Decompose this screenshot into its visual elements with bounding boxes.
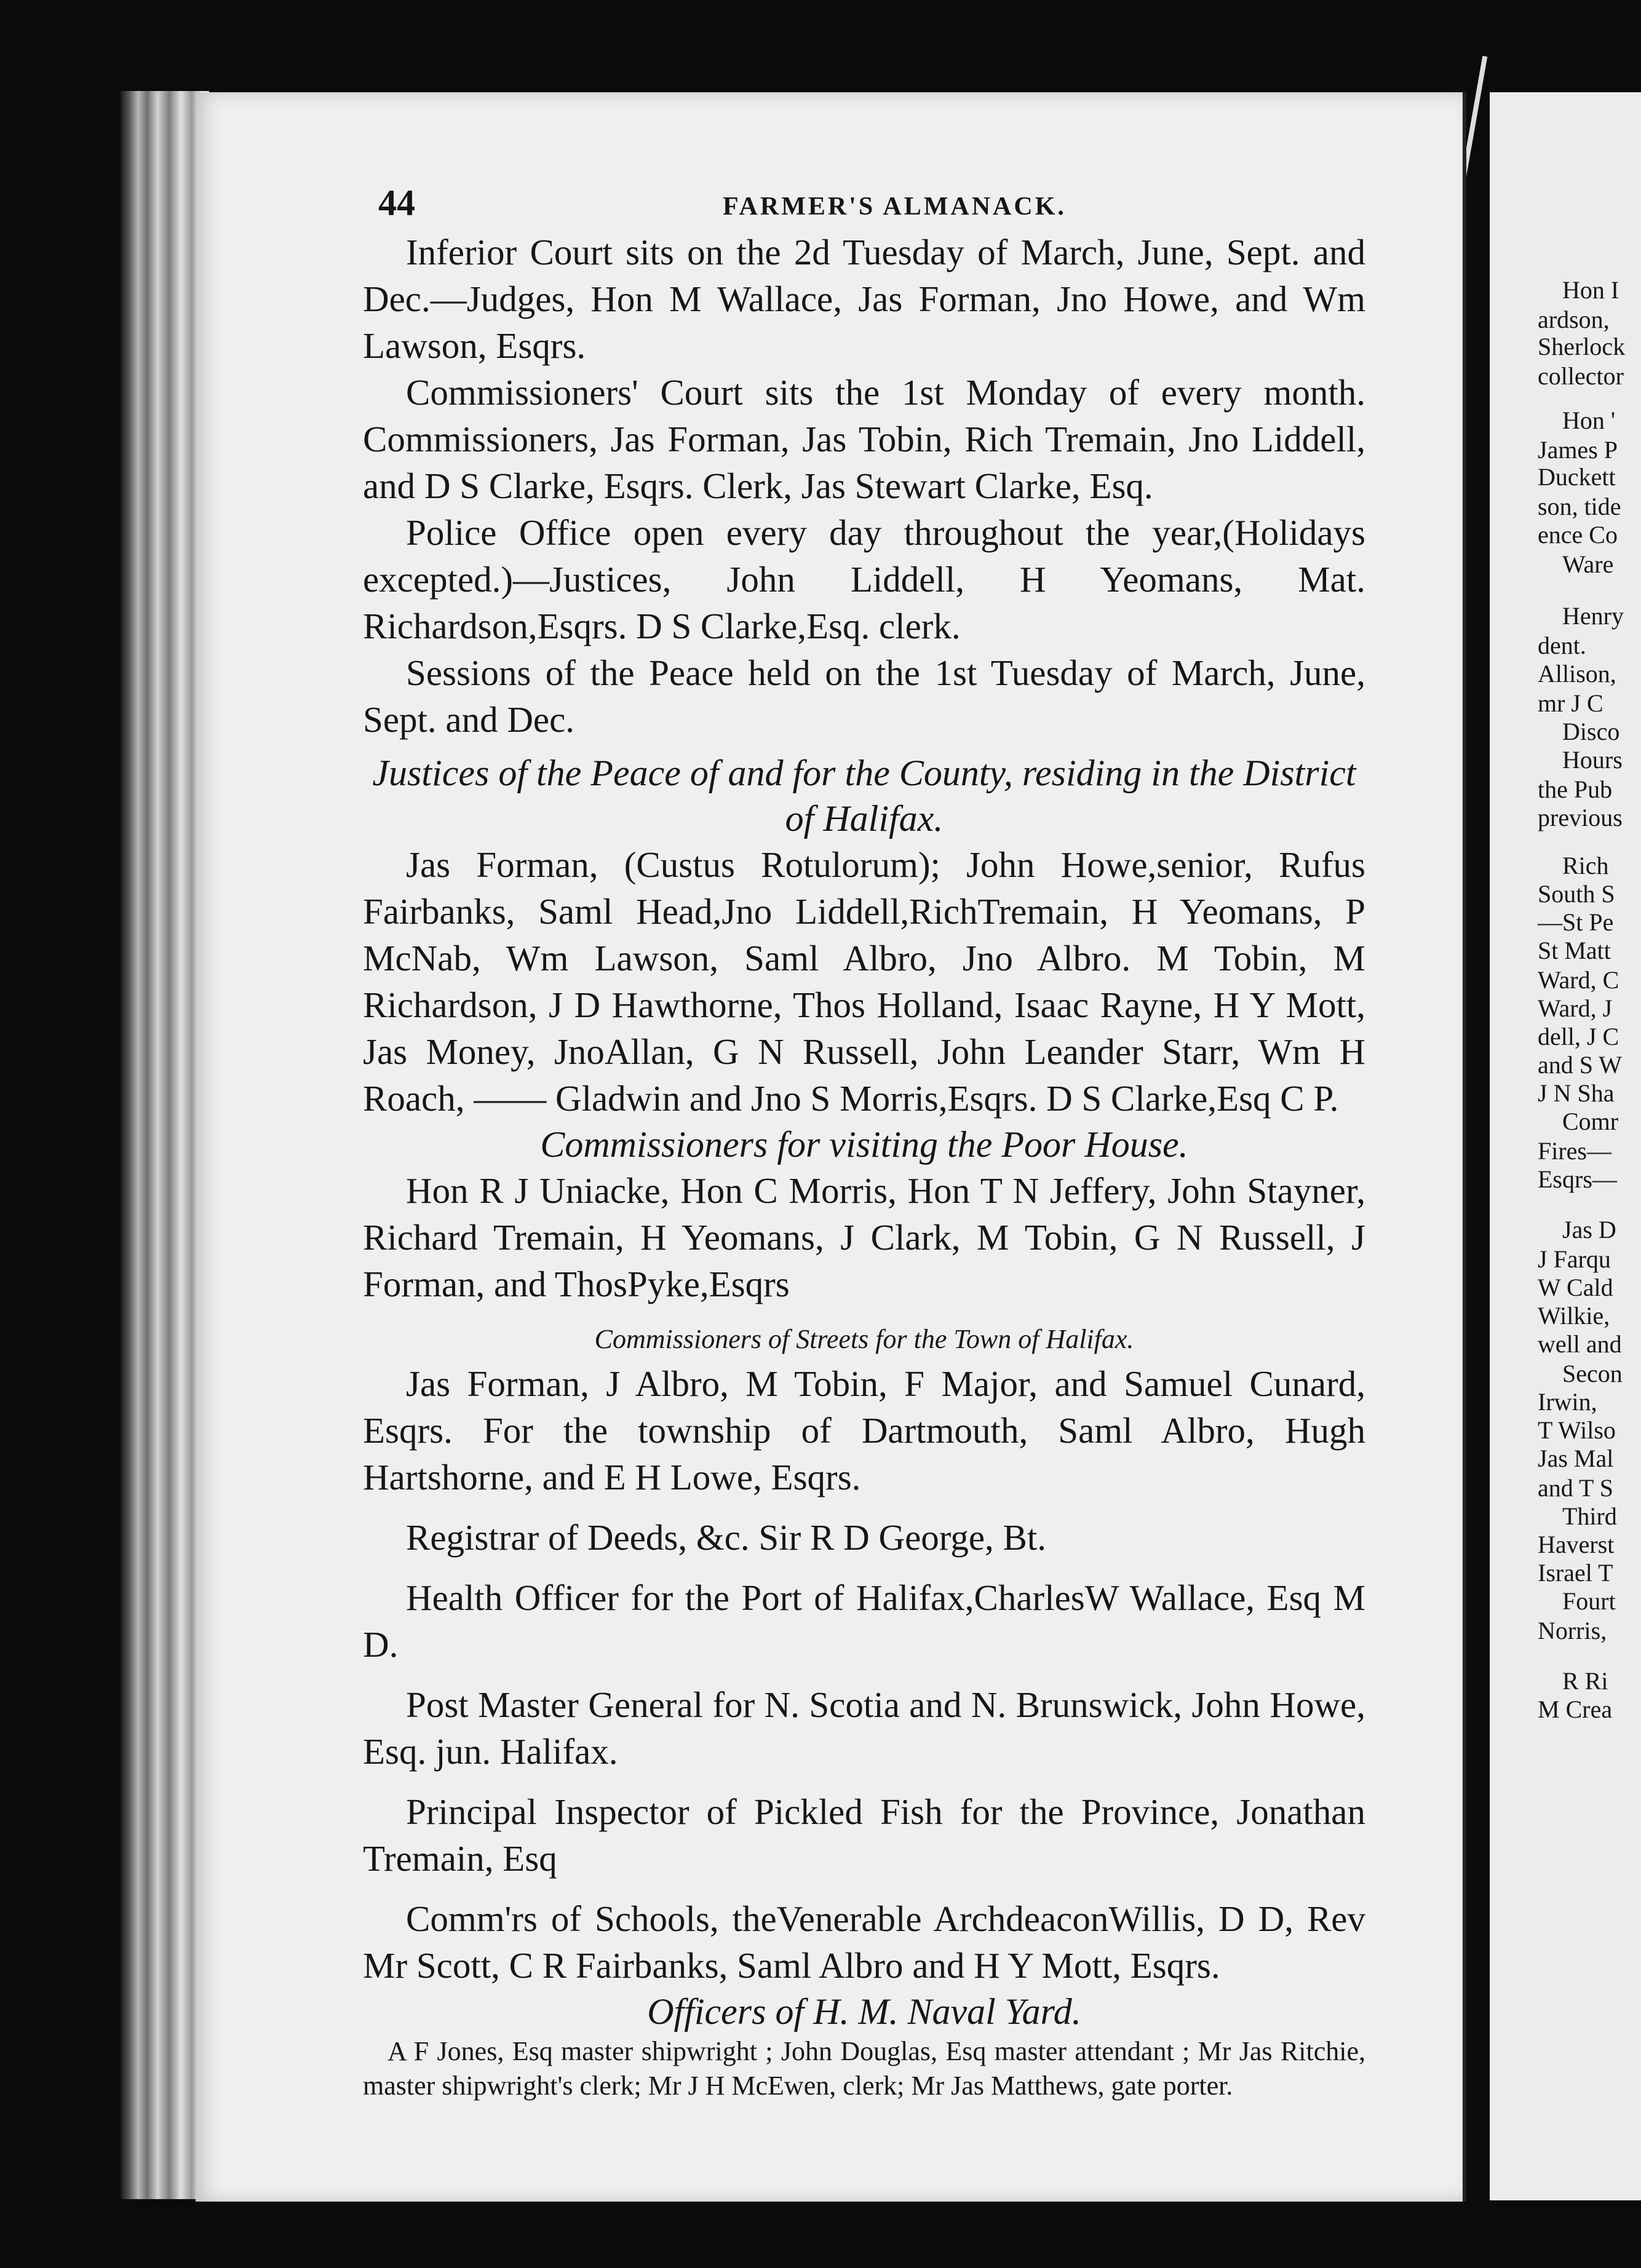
- facing-page-line: Jas D: [1562, 1216, 1616, 1243]
- poor-house-heading: Commissioners for visiting the Poor House.: [540, 1124, 1188, 1165]
- facing-page-line: Rich: [1562, 852, 1609, 879]
- facing-page-line: the Pub: [1538, 775, 1613, 803]
- facing-page-line: —St Pe: [1538, 908, 1614, 936]
- facing-page-line: J N Sha: [1538, 1079, 1615, 1107]
- facing-page-line: Israel T: [1538, 1559, 1613, 1587]
- facing-page-line: Allison,: [1538, 660, 1616, 688]
- facing-page-line: Hon ': [1562, 406, 1616, 434]
- facing-page-line: Irwin,: [1538, 1388, 1597, 1416]
- page-text: [363, 229, 1365, 2103]
- facing-page-fragment: [1490, 92, 1641, 2200]
- poor-house-paragraph: Hon R J Uniacke, Hon C Morris, Hon T N Jeffery, John Stayner, Richard Tremain, H Yeomans, J Clark, M Tobin, G N Russell, J Forman, and ThosPyke,Esqrs: [363, 1170, 1365, 1304]
- facing-page-line: Henry: [1562, 602, 1624, 630]
- facing-page-line: M Crea: [1538, 1695, 1613, 1723]
- registrar-paragraph: Registrar of Deeds, &c. Sir R D George, Bt.: [406, 1517, 1047, 1558]
- facing-page-line: Esqrs—: [1538, 1165, 1617, 1193]
- health-officer-paragraph: Health Officer for the Port of Halifax,CharlesW Wallace, Esq M D.: [363, 1577, 1365, 1665]
- post-master-paragraph: Post Master General for N. Scotia and N. Brunswick, John Howe, Esq. jun. Halifax.: [363, 1684, 1365, 1772]
- streets-heading: Commissioners of Streets for the Town of Halifax.: [594, 1324, 1134, 1354]
- facing-page-line: R Ri: [1562, 1667, 1608, 1695]
- facing-page-line: and S W: [1538, 1051, 1623, 1079]
- commissioners-court-paragraph: Commissioners' Court sits the 1st Monday of every month. Commissioners, Jas Forman, Jas Tobin, Rich Tremain, Jno Liddell, and D S Clarke, Esqrs. Clerk, Jas Stewart Clarke, Esq.: [363, 372, 1365, 506]
- facing-page-line: well and: [1538, 1330, 1622, 1358]
- facing-page-line: Ware: [1562, 550, 1614, 578]
- naval-yard-paragraph: A F Jones, Esq master shipwright ; John Douglas, Esq master attendant ; Mr Jas Ritchie, master shipwright's clerk; Mr J H McEwen, clerk; Mr Jas Matthews, gate porter.: [363, 2036, 1365, 2101]
- facing-page-line: mr J C: [1538, 689, 1603, 717]
- facing-page-line: South S: [1538, 880, 1615, 908]
- facing-page-line: Haverst: [1538, 1531, 1615, 1558]
- inferior-court-paragraph: Inferior Court sits on the 2d Tuesday of March, June, Sept. and Dec.—Judges, Hon M Wallace, Jas Forman, Jno Howe, and Wm Lawson, Esqrs.: [363, 232, 1365, 366]
- facing-page-line: Ward, C: [1538, 966, 1619, 994]
- page-number: 44: [378, 183, 415, 223]
- schools-paragraph: Comm'rs of Schools, theVenerable ArchdeaconWillis, D D, Rev Mr Scott, C R Fairbanks, Saml Albro and H Y Mott, Esqrs.: [363, 1898, 1365, 1986]
- facing-page-line: previous: [1538, 804, 1623, 831]
- facing-page-line: Sherlock: [1538, 333, 1626, 360]
- facing-page-line: W Cald: [1538, 1274, 1613, 1301]
- streets-paragraph: Jas Forman, J Albro, M Tobin, F Major, and Samuel Cunard, Esqrs. For the township of Dartmouth, Saml Albro, Hugh Hartshorne, and E H Lowe, Esqrs.: [363, 1363, 1365, 1497]
- police-office-paragraph: Police Office open every day throughout the year,(Holidays excepted.)—Justices, John Liddell, H Yeomans, Mat. Richardson,Esqrs. D S Clarke,Esq. clerk.: [363, 512, 1365, 646]
- facing-page-line: Third: [1562, 1502, 1617, 1530]
- facing-page-line: Secon: [1562, 1360, 1623, 1387]
- facing-page-line: J Farqu: [1538, 1245, 1611, 1273]
- facing-page-line: Hours: [1562, 746, 1623, 774]
- facing-page-line: Duckett: [1538, 463, 1616, 491]
- facing-page-line: Jas Mal: [1538, 1445, 1614, 1472]
- justices-paragraph: Jas Forman, (Custus Rotulorum); John Howe,senior, Rufus Fairbanks, Saml Head,Jno Liddell,RichTremain, H Yeomans, P McNab, Wm Lawson, Saml Albro, Jno Albro. M Tobin, M Richardson, J D Hawthorne, Thos Holland, Isaac Rayne, H Y Mott, Jas Money, JnoAllan, G N Russell, John Leander Starr, Wm H Roach, —— Gladwin and Jno S Morris,Esqrs. D S Clarke,Esq C P.: [363, 844, 1365, 1119]
- facing-page-line: and T S: [1538, 1474, 1613, 1502]
- sessions-paragraph: Sessions of the Peace held on the 1st Tuesday of March, June, Sept. and Dec.: [363, 652, 1365, 740]
- facing-page-line: son, tide: [1538, 493, 1621, 520]
- page-header: [378, 182, 1373, 231]
- facing-page-line: Wilkie,: [1538, 1302, 1610, 1330]
- facing-page-line: St Matt: [1538, 937, 1611, 964]
- facing-page-line: dent.: [1538, 632, 1586, 659]
- facing-page-line: T Wilso: [1538, 1416, 1616, 1444]
- facing-page-line: Disco: [1562, 718, 1620, 745]
- facing-page-line: dell, J C: [1538, 1023, 1619, 1050]
- facing-page-line: James P: [1538, 436, 1618, 464]
- facing-page-line: ardson,: [1538, 306, 1610, 333]
- facing-page-line: Norris,: [1538, 1617, 1607, 1644]
- facing-page-line: Fourt: [1562, 1587, 1616, 1615]
- facing-page-line: collector: [1538, 362, 1624, 390]
- inspector-paragraph: Principal Inspector of Pickled Fish for the Province, Jonathan Tremain, Esq: [363, 1791, 1365, 1879]
- running-head: FARMER'S ALMANACK.: [723, 192, 1067, 221]
- justices-heading: Justices of the Peace of and for the County, residing in the District of Halifax.: [372, 753, 1356, 839]
- facing-page-line: Fires—: [1538, 1137, 1611, 1165]
- naval-yard-heading: Officers of H. M. Naval Yard.: [647, 1991, 1081, 2032]
- facing-page-line: ence Co: [1538, 521, 1618, 549]
- facing-page-line: Hon I: [1562, 276, 1619, 304]
- facing-page-line: Ward, J: [1538, 994, 1613, 1022]
- facing-page-line: Comr: [1562, 1108, 1619, 1135]
